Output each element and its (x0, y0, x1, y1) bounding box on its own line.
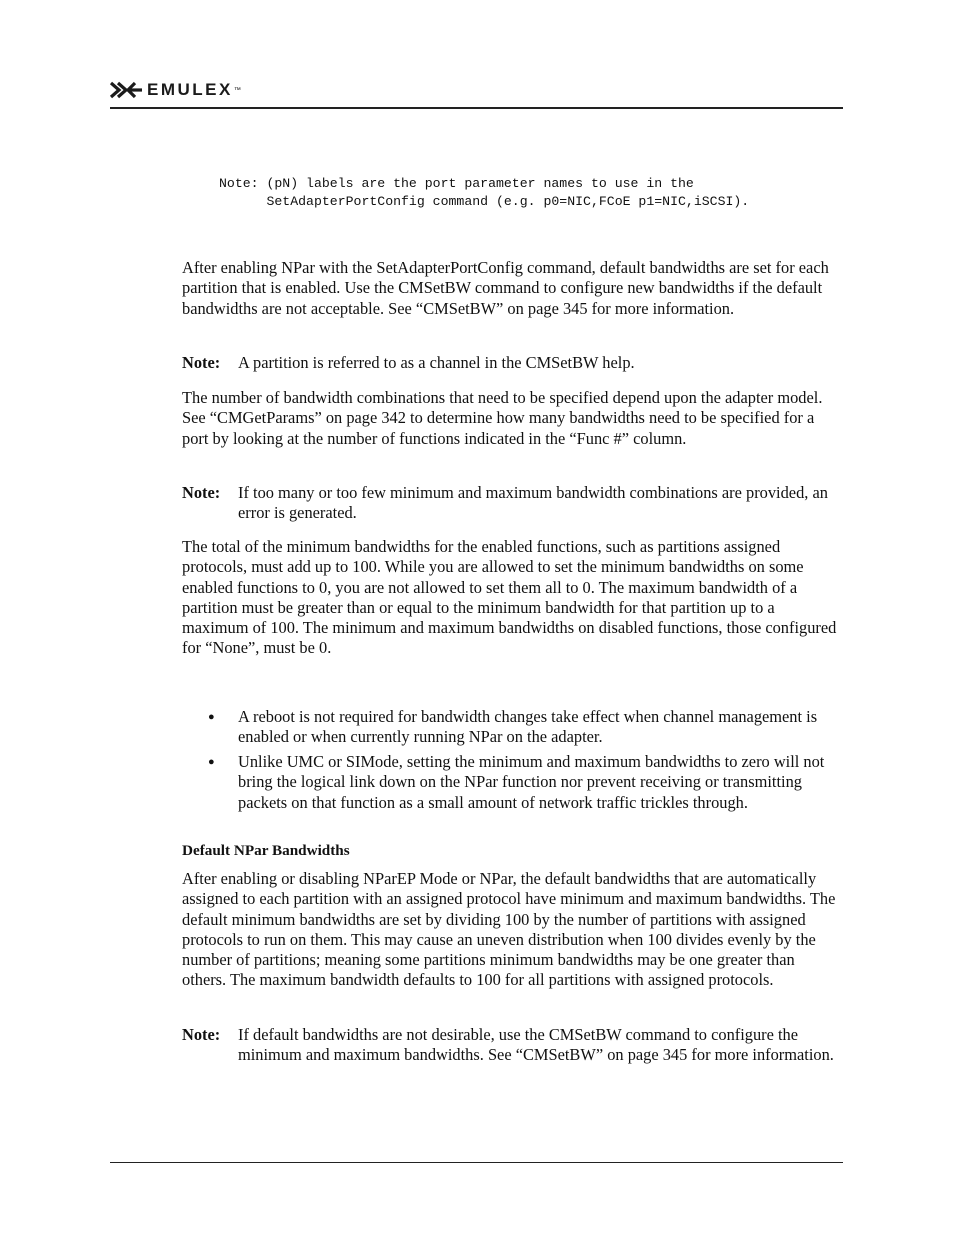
list-item (182, 752, 842, 813)
note-partition-channel (182, 353, 842, 373)
logo-text: EMULEX (147, 80, 233, 99)
note-default-bandwidths (182, 1025, 842, 1066)
footer-rule (110, 1162, 843, 1163)
paragraph-default-bandwidths: After enabling or disabling NParEP Mode or NPar, the default bandwidths that are automatically assigned to each partition with an assigned protocol have minimum and maximum bandwidths. The default minimum bandwidths are set by dividing 100 by the number of partitions with assigned protocols to run on them. This may cause an uneven distribution when 100 divides evenly by the number of partitions; meaning some partitions minimum bandwidths may be one greater than others. The maximum bandwidth defaults to 100 for all partitions with assigned protocols. (182, 869, 836, 990)
paragraph-setbw-intro: After enabling NPar with the SetAdapterPortConfig command, default bandwidths are set for each partition that is enabled. Use the CMSetBW command to configure new bandwidths if the default bandwidths are not acceptable. See “CMSetBW” on page 345 for more information. (182, 258, 829, 318)
note-label: Note: (182, 353, 221, 372)
emulex-logo-mark-icon (110, 81, 144, 99)
note-combination-error (182, 483, 842, 524)
paragraph-bandwidth-combinations: The number of bandwidth combinations that need to be specified depend upon the adapter model. See “CMGetParams” on page 342 to determine how many bandwidths need to be specified for a port by looking at the number of functions indicated in the “Func #” column. (182, 388, 823, 448)
note-text: A partition is referred to as a channel in the CMSetBW help. (238, 353, 635, 372)
code-note (219, 175, 749, 211)
note-label: Note: (182, 483, 221, 502)
bullet-icon: ● (208, 756, 215, 768)
note-label: Note: (182, 1025, 221, 1044)
section-heading: Default NPar Bandwidths (182, 842, 350, 859)
note-text: If default bandwidths are not desirable, use the CMSetBW command to configure the minimum and maximum bandwidths. See “CMSetBW” on page 345 for more information. (238, 1025, 834, 1065)
list-item-text: A reboot is not required for bandwidth changes take effect when channel management is enabled or when currently running NPar on the adapter. (238, 707, 818, 747)
logo-trademark: ™ (233, 86, 241, 94)
header-rule (110, 107, 843, 109)
bullet-icon: ● (208, 711, 215, 723)
paragraph-minimum-bandwidths: The total of the minimum bandwidths for the enabled functions, such as partitions assigned protocols, must add up to 100. While you are allowed to set the minimum bandwidths on some enabled functions to 0, you are not allowed to set them all to 0. The maximum bandwidth of a partition must be greater than or equal to the minimum bandwidth for that partition up to a maximum of 100. The minimum and maximum bandwidths on disabled functions, those configured for “None”, must be 0. (182, 537, 837, 658)
note-text: If too many or too few minimum and maximum bandwidth combinations are provided, an error is generated. (238, 483, 828, 523)
emulex-logo (110, 80, 241, 100)
code-note-line-2: SetAdapterPortConfig command (e.g. p0=NIC,FCoE p1=NIC,iSCSI). (219, 194, 750, 209)
list-item (182, 707, 842, 748)
code-note-line-1: Note: (pN) labels are the port parameter names to use in the (219, 176, 694, 191)
list-item-text: Unlike UMC or SIMode, setting the minimum and maximum bandwidths to zero will not bring the logical link down on the NPar function nor prevent receiving or transmitting packets on that function as a small amount of network traffic trickles through. (238, 752, 825, 812)
